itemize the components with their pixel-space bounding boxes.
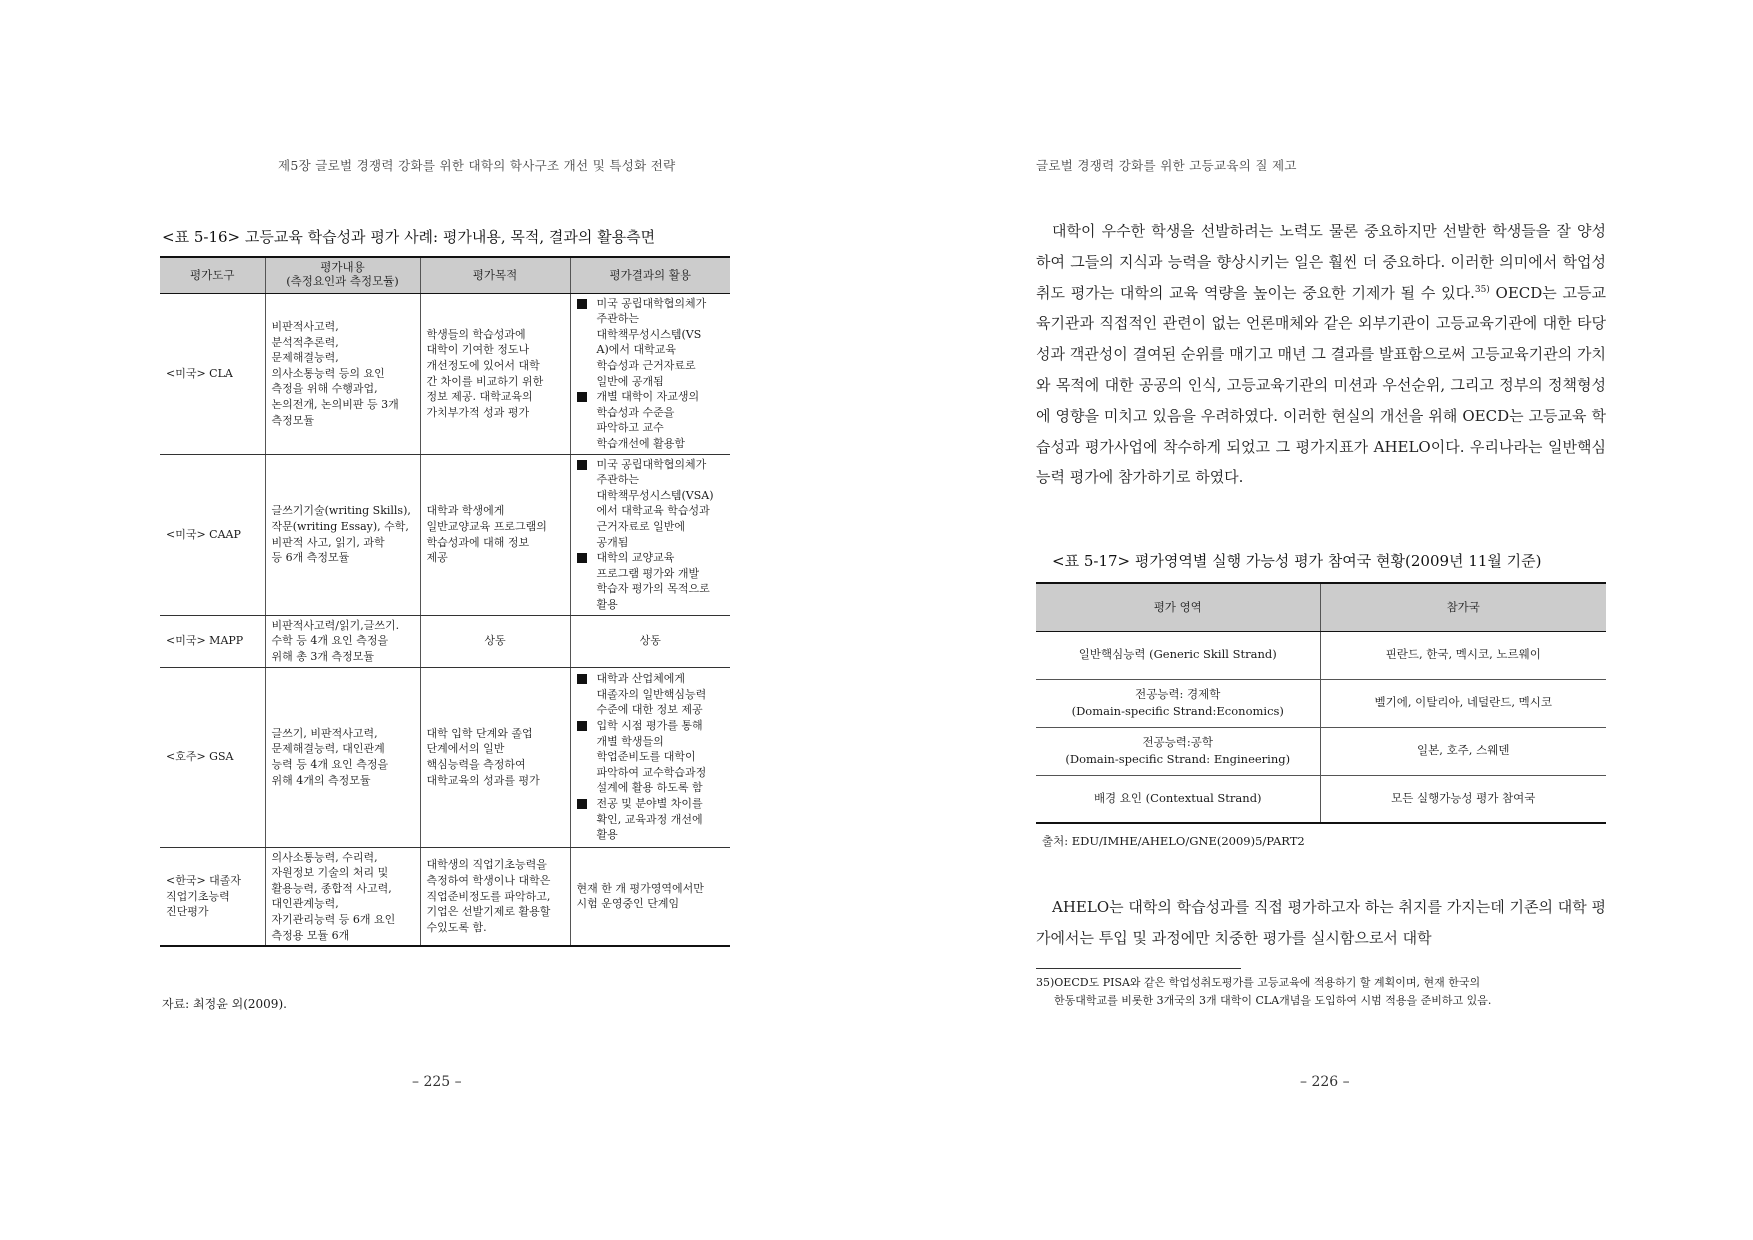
table-caption: <표 5-17> 평가영역별 실행 가능성 평가 참여국 현황(2009년 11월 기준): [1052, 552, 1542, 570]
table-row: [1036, 679, 1606, 727]
cell-tool: <호주> GSA: [160, 667, 265, 847]
cell-use: [570, 454, 730, 615]
column-header: 평가목적: [420, 257, 570, 293]
cell-use: 현재 한 개 평가영역에서만 시험 운영중인 단계임: [570, 847, 730, 946]
cell-purpose: 대학 입학 단계와 졸업 단계에서의 일반 핵심능력을 측정하여 대학교육의 성과를 평가: [420, 667, 570, 847]
use-list-text: 대학과 산업체에게 대졸자의 일반핵심능력 수준에 대한 정보 제공: [596, 672, 707, 717]
cell-countries: 모든 실행가능성 평가 참여국: [1320, 775, 1606, 823]
square-bullet-icon: [577, 721, 587, 731]
cell-content: 비판적사고력/읽기,글쓰기. 수학 등 4개 요인 측정을 위해 총 3개 측정모듈: [265, 615, 420, 667]
cell-purpose: 대학과 학생에게 일반교양교육 프로그램의 학습성과에 대해 정보 제공: [420, 454, 570, 615]
table-row: [1036, 727, 1606, 775]
footnote-reference[interactable]: 35): [1474, 284, 1490, 295]
right-page: [876, 0, 1753, 1240]
use-list-item: [577, 718, 725, 796]
column-header-label: 평가내용 (측정요인과 측정모듈): [286, 260, 399, 289]
use-list-item: [577, 796, 725, 843]
column-header: 참가국: [1320, 583, 1606, 631]
cell-countries: 핀란드, 한국, 멕시코, 노르웨이: [1320, 631, 1606, 679]
cell-use: [570, 293, 730, 454]
table-row: [160, 615, 730, 667]
use-list: [577, 671, 725, 843]
use-list: [577, 296, 725, 452]
square-bullet-icon: [577, 299, 587, 309]
use-list-text: 개별 대학이 자교생의 학습성과 수준을 파악하고 교수 학습개선에 활용함: [596, 390, 700, 450]
cell-content: 글쓰기기술(writing Skills), 작문(writing Essay), 수학, 비판적 사고, 읽기, 과학 등 6개 측정모듈: [265, 454, 420, 615]
participation-table: [1036, 582, 1606, 824]
use-list: [577, 457, 725, 613]
table-source: 자료: 최정윤 외(2009).: [162, 997, 287, 1011]
square-bullet-icon: [577, 392, 587, 402]
cell-content: 비판적사고력, 분석적추론력, 문제해결능력, 의사소통능력 등의 요인 측정을 위해 수행과업, 논의전개, 논의비판 등 3개 측정모듈: [265, 293, 420, 454]
cell-area: 일반핵심능력 (Generic Skill Strand): [1036, 631, 1320, 679]
cell-content: 글쓰기, 비판적사고력, 문제해결능력, 대인관계 능력 등 4개 요인 측정을 위해 4개의 측정모듈: [265, 667, 420, 847]
use-list-item: [577, 389, 725, 451]
assessment-cases-table: [160, 256, 730, 947]
use-list-text: 대학의 교양교육 프로그램 평가와 개발 학습자 평가의 목적으로 활용: [596, 551, 710, 612]
use-list-text: 미국 공립대학협의체가 주관하는 대학책무성시스템(VSA) 에서 대학교육 학습성과 근거자료로 일반에 공개됨: [596, 457, 714, 549]
cell-purpose: 대학생의 직업기초능력을 측정하여 학생이나 대학은 직업준비정도를 파악하고, 기업은 선발기제로 활용할 수있도록 함.: [420, 847, 570, 946]
cell-use: 상동: [570, 615, 730, 667]
column-header: 평가결과의 활용: [570, 257, 730, 293]
column-header: 평가 영역: [1036, 583, 1320, 631]
cell-area: 배경 요인 (Contextual Strand): [1036, 775, 1320, 823]
page-number: – 225 –: [412, 1074, 462, 1090]
footnote-divider: [1036, 968, 1241, 969]
square-bullet-icon: [577, 799, 587, 809]
running-header: 제5장 글로벌 경쟁력 강화를 위한 대학의 학사구조 개선 및 특성화 전략: [278, 158, 676, 173]
cell-area: 전공능력: 경제학 (Domain-specific Strand:Economics): [1036, 679, 1320, 727]
square-bullet-icon: [577, 460, 587, 470]
table-row: [160, 847, 730, 946]
square-bullet-icon: [577, 553, 587, 563]
table-row: [160, 293, 730, 454]
use-list-item: [577, 550, 725, 612]
paragraph-text: AHELO는 대학의 학습성과를 직접 평가하고자 하는 취지를 가지는데 기존의 대학 평가에서는 투입 및 과정에만 치중한 평가를 실시함으로서 대학: [1036, 898, 1606, 947]
paragraph-text: 대학이 우수한 학생을 선발하려는 노력도 물론 중요하지만 선발한 학생들을 잘 양성하여 그들의 지식과 능력을 향상시키는 일은 훨씬 더 중요하다. 이러한 의미에서 학업성취도 평가는 대학의 교육 역량을 높이는 중요한 기제가 될 수 있다.: [1036, 222, 1606, 302]
cell-purpose: 상동: [420, 615, 570, 667]
square-bullet-icon: [577, 674, 587, 684]
table-source: 출처: EDU/IMHE/AHELO/GNE(2009)5/PART2: [1042, 834, 1305, 848]
cell-tool: <한국> 대졸자 직업기초능력 진단평가: [160, 847, 265, 946]
cell-countries: 일본, 호주, 스웨덴: [1320, 727, 1606, 775]
cell-tool: <미국> CAAP: [160, 454, 265, 615]
running-header: 글로벌 경쟁력 강화를 위한 고등교육의 질 제고: [1036, 158, 1297, 173]
cell-countries: 벨기에, 이탈리아, 네덜란드, 멕시코: [1320, 679, 1606, 727]
body-paragraph: [1036, 892, 1606, 954]
cell-tool: <미국> MAPP: [160, 615, 265, 667]
column-header: [265, 257, 420, 293]
cell-content: 의사소통능력, 수리력, 자원정보 기술의 처리 및 활용능력, 종합적 사고력, 대인관계능력, 자기관리능력 등 6개 요인 측정용 모듈 6개: [265, 847, 420, 946]
table-row: [160, 667, 730, 847]
table-caption: <표 5-16> 고등교육 학습성과 평가 사례: 평가내용, 목적, 결과의 활용측면: [162, 228, 656, 246]
table-header-row: [1036, 583, 1606, 631]
page-number: – 226 –: [1300, 1074, 1350, 1090]
use-list-item: [577, 671, 725, 718]
footnote-text: 한동대학교를 비롯한 3개국의 3개 대학이 CLA개념을 도입하여 시범 적용을 준비하고 있음.: [1054, 994, 1492, 1007]
table-row: [1036, 775, 1606, 823]
table-header-row: [160, 257, 730, 293]
use-list-text: 입학 시점 평가를 통해 개별 학생들의 학업준비도를 대학이 파악하여 교수학습과정 설계에 활용 하도록 함: [596, 718, 707, 795]
cell-area: 전공능력:공학 (Domain-specific Strand: Engineering): [1036, 727, 1320, 775]
cell-use: [570, 667, 730, 847]
footnote-text: 35)OECD도 PISA와 같은 학업성취도평가를 고등교육에 적용하기 할 계획이며, 현재 한국의: [1036, 976, 1481, 989]
use-list-text: 미국 공립대학협의체가 주관하는 대학책무성시스템(VS A)에서 대학교육 학습성과 근거자료로 일반에 공개됨: [596, 296, 707, 388]
table-row: [160, 454, 730, 615]
footnote: [1036, 974, 1606, 1010]
table-row: [1036, 631, 1606, 679]
column-header: 평가도구: [160, 257, 265, 293]
cell-purpose: 학생들의 학습성과에 대학이 기여한 정도나 개선정도에 있어서 대학 간 차이를 비교하기 위한 정보 제공. 대학교육의 가치부가적 성과 평가: [420, 293, 570, 454]
use-list-item: [577, 296, 725, 390]
use-list-item: [577, 457, 725, 551]
left-page: [0, 0, 876, 1240]
paragraph-text: OECD는 고등교육기관과 직접적인 관련이 없는 언론매체와 같은 외부기관이 고등교육기관에 대한 타당성과 객관성이 결여된 순위를 매기고 매년 그 결과를 발표함으로써 고등교육기관의 가치와 목적에 대한 공공의 인식, 고등교육기관의 미션과 우선순위, 그리고 정부의 정책형성에 영향을 미치고 있음을 우려하였다. 이러한 현실의 개선을 위해 OECD는 고등교육 학습성과 평가사업에 착수하게 되었고 그 평가지표가 AHELO이다. 우리나라는 일반핵심능력 평가에 참가하기로 하였다.: [1036, 283, 1606, 487]
body-paragraph: [1036, 216, 1606, 493]
use-list-text: 전공 및 분야별 차이를 확인, 교육과정 개선에 활용: [596, 797, 703, 842]
cell-tool: <미국> CLA: [160, 293, 265, 454]
